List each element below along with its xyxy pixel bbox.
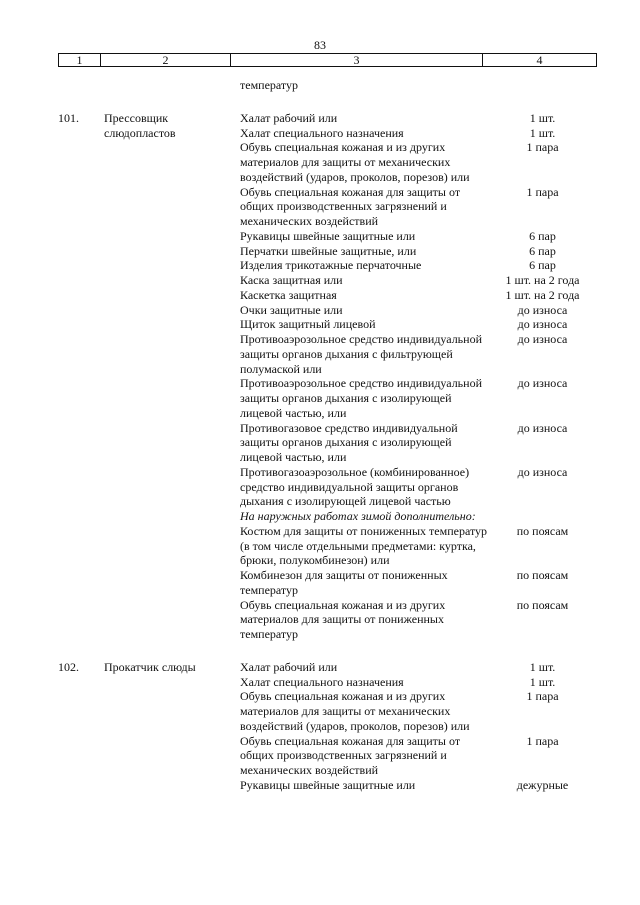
list-item (240, 778, 597, 793)
column-header-row (58, 53, 597, 67)
list-item (240, 303, 597, 318)
column-header-1: 1 (59, 54, 101, 66)
list-item (240, 317, 597, 332)
equipment-name: Комбинезон для защиты от пониженных температур (240, 568, 448, 597)
equipment-name: Противоаэрозольное средство индивидуальной защиты органов дыхания с фильтрующей полумаской или (240, 332, 482, 376)
list-item (240, 689, 597, 733)
list-item (240, 598, 597, 642)
list-item (240, 126, 597, 141)
equipment-quantity: 1 пара (526, 184, 559, 199)
equipment-name: Щиток защитный лицевой (240, 317, 376, 332)
equipment-name: Халат специального назначения (240, 125, 404, 140)
profession-name: Прессовщик слюдопластов (104, 110, 176, 140)
equipment-quantity (488, 509, 597, 524)
column-header-2: 2 (101, 54, 231, 66)
continuation-row (58, 78, 597, 93)
list-item (240, 332, 597, 376)
list-item (240, 258, 597, 273)
entry-number: 101. (58, 110, 79, 125)
equipment-quantity: 6 пар (529, 243, 556, 258)
equipment-quantity: до износа (517, 464, 568, 479)
equipment-quantity: 6 пар (529, 258, 556, 273)
equipment-quantity: до износа (517, 332, 568, 346)
equipment-name: Рукавицы швейные защитные или (240, 228, 416, 243)
column-header-3: 3 (231, 54, 483, 66)
equipment-name: Каскетка защитная (240, 287, 337, 302)
equipment-quantity: по поясам (516, 523, 569, 538)
equipment-quantity: 1 пара (526, 733, 559, 748)
equipment-name: Костюм для защиты от пониженных температур (в том числе отдельными предметами: куртка, брюки, полукомбинезон) или (240, 523, 488, 568)
list-item (240, 229, 597, 244)
equipment-quantity: по поясам (516, 597, 569, 612)
equipment-name: Противогазовое средство индивидуальной защиты органов дыхания с изолирующей лицевой частью, или (240, 420, 458, 464)
equipment-name: Обувь специальная кожаная для защиты от общих производственных загрязнений и механических воздействий (240, 184, 461, 228)
list-item (240, 568, 597, 598)
equipment-quantity: до износа (517, 376, 568, 391)
equipment-name: Противоаэрозольное средство индивидуальной защиты органов дыхания с изолирующей лицевой частью, или (240, 376, 482, 420)
equipment-list (240, 660, 597, 793)
list-item (240, 421, 597, 465)
list-item (240, 376, 597, 420)
list-item (240, 734, 597, 778)
equipment-name: Халат специального назначения (240, 674, 404, 689)
equipment-name: Обувь специальная кожаная и из других материалов для защиты от пониженных температур (240, 597, 446, 641)
list-item (240, 273, 597, 288)
equipment-quantity: 1 шт. (529, 674, 556, 689)
equipment-name: Противогазоаэрозольное (комбинированное) средство индивидуальной защиты органов дыхания с изолирующей лицевой частью (240, 464, 470, 509)
equipment-quantity: 1 пара (526, 689, 559, 704)
list-item (240, 524, 597, 568)
list-item (240, 140, 597, 184)
equipment-quantity: 1 шт. (529, 659, 556, 674)
equipment-name: Обувь специальная кожаная для защиты от общих производственных загрязнений и механических воздействий (240, 733, 461, 777)
section-note: На наружных работах зимой дополнительно: (240, 509, 476, 523)
equipment-quantity: 1 пара (526, 140, 559, 155)
page-number: 83 (314, 38, 326, 52)
equipment-name: Перчатки швейные защитные, или (240, 243, 417, 258)
list-item (240, 509, 597, 524)
list-item (240, 465, 597, 509)
equipment-quantity: по поясам (516, 568, 569, 582)
equipment-quantity: до износа (517, 302, 568, 317)
table-row (58, 111, 597, 642)
list-item (240, 660, 597, 675)
equipment-name: Изделия трикотажные перчаточные (240, 258, 422, 273)
profession-name: Прокатчик слюды (104, 659, 196, 674)
equipment-quantity: до износа (517, 420, 568, 435)
table-row (58, 660, 597, 793)
equipment-list (240, 111, 597, 642)
equipment-quantity: дежурные (516, 777, 569, 792)
equipment-name: Халат рабочий или (240, 659, 338, 674)
list-item (240, 244, 597, 259)
list-item (240, 288, 597, 303)
equipment-name: Обувь специальная кожаная и из других материалов для защиты от механических воздействий (ударов, проколов, порезов) или (240, 689, 470, 733)
entries-list (58, 93, 597, 793)
document-body (58, 78, 597, 793)
column-header-4: 4 (536, 53, 543, 67)
equipment-quantity: 1 шт. на 2 года (505, 273, 580, 287)
entry-number: 102. (58, 659, 79, 674)
continuation-text: температур (240, 78, 299, 92)
equipment-name: Каска защитная или (240, 273, 343, 287)
equipment-name: Обувь специальная кожаная и из других материалов для защиты от механических воздействий (ударов, проколов, порезов) или (240, 140, 470, 184)
equipment-name: Рукавицы швейные защитные или (240, 777, 416, 792)
equipment-name: Халат рабочий или (240, 110, 338, 125)
equipment-quantity: 6 пар (529, 228, 556, 243)
equipment-quantity: до износа (517, 317, 568, 332)
equipment-quantity: 1 шт. (529, 125, 556, 140)
list-item (240, 185, 597, 229)
list-item (240, 675, 597, 690)
list-item (240, 111, 597, 126)
equipment-quantity: 1 шт. на 2 года (505, 287, 580, 302)
equipment-name: Очки защитные или (240, 302, 343, 317)
equipment-quantity: 1 шт. (529, 110, 556, 125)
